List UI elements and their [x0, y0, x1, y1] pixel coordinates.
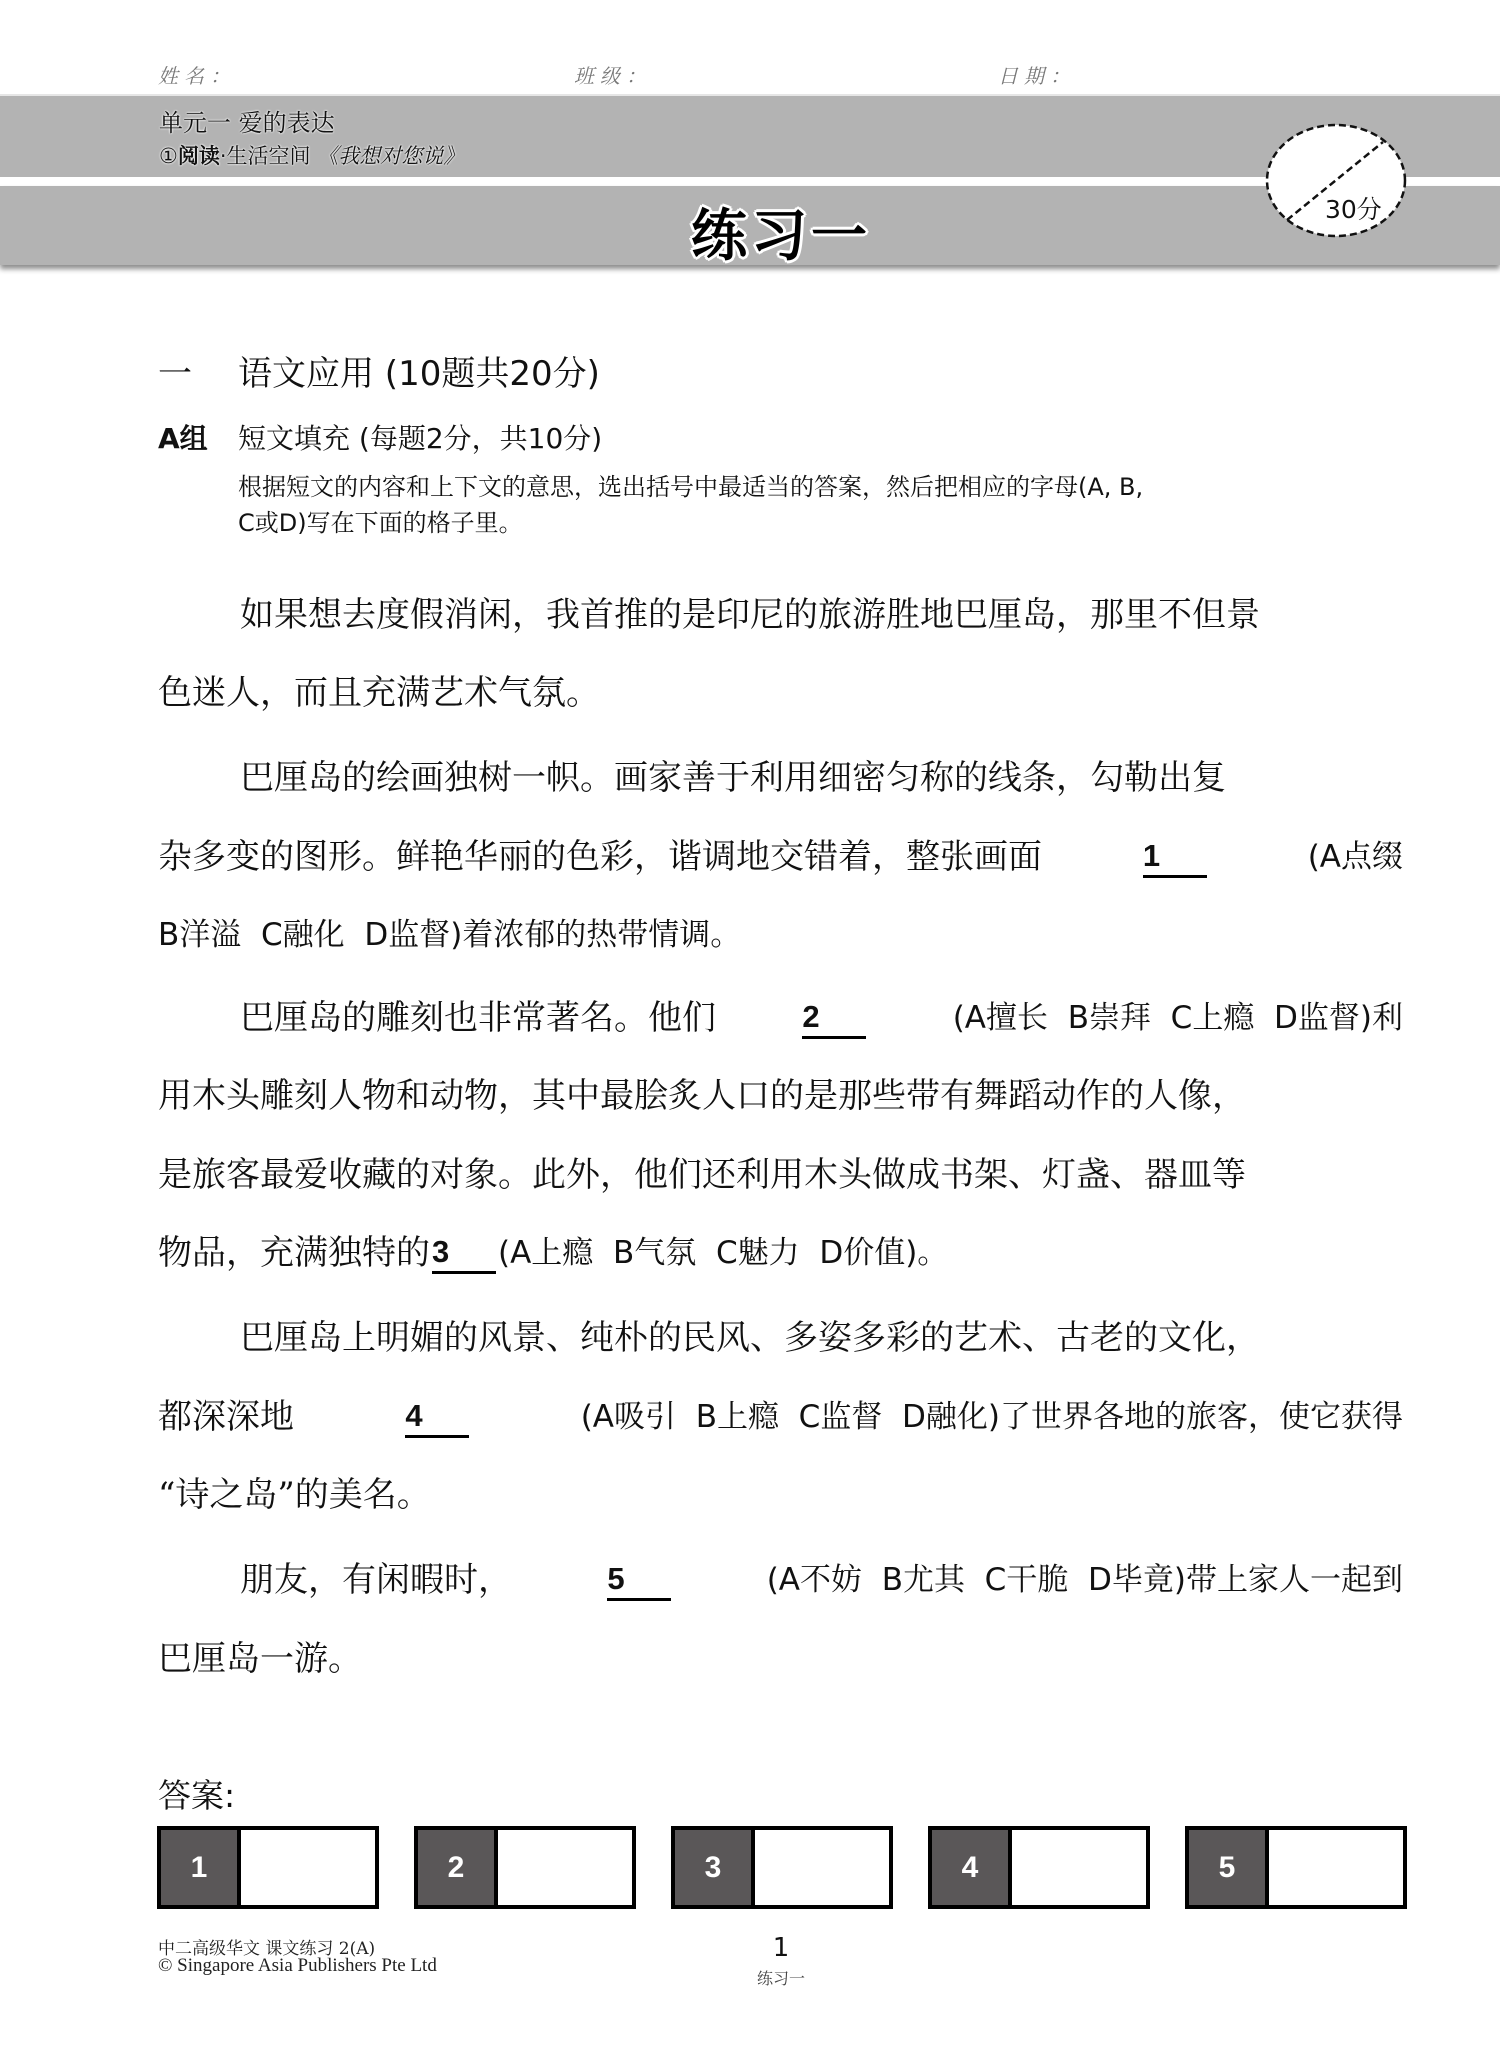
date-label: 日期：: [998, 64, 1076, 88]
passage-text: 朋友，有闲暇时，: [240, 1560, 512, 1600]
passage-line: [240, 1558, 1403, 1602]
answer-box-2: [414, 1826, 636, 1909]
instruction-line: 根据短文的内容和上下文的意思，选出括号中最适当的答案，然后把相应的字母(A, B,: [238, 473, 1144, 501]
lesson-title: 《我想对您说》: [317, 144, 465, 168]
passage-line: [240, 996, 1403, 1040]
answer-number: 1: [161, 1830, 241, 1905]
passage-text: 色迷人，而且充满艺术气氛。: [158, 673, 600, 713]
options-text: B洋溢 C融化 D监督)着浓郁的热带情调。: [158, 917, 742, 953]
options-text: (A点缀: [1307, 839, 1403, 875]
passage-text: 都深深地: [158, 1397, 294, 1437]
answers-label: 答案:: [158, 1776, 236, 1815]
section-title: 语文应用 (10题共20分): [238, 354, 600, 394]
passage-text: 物品，充满独特的: [158, 1233, 430, 1273]
options-text: (A擅长 B崇拜 C上瘾 D监督)利: [952, 1000, 1403, 1036]
answer-input-5[interactable]: [1269, 1830, 1403, 1905]
blank-4[interactable]: 4: [405, 1397, 469, 1438]
book-title: 中二高级华文 课文练习 2(A): [158, 1939, 376, 1959]
answer-input-1[interactable]: [241, 1830, 375, 1905]
group-label-text: A组: [158, 422, 208, 455]
unit-title: 单元一 爱的表达: [159, 109, 335, 137]
passage-line: [240, 756, 1403, 800]
blank-5[interactable]: 5: [607, 1560, 671, 1601]
passage-text: 用木头雕刻人物和动物，其中最脍炙人口的是那些带有舞蹈动作的人像，: [158, 1076, 1246, 1116]
passage-line: [158, 835, 1403, 879]
passage-text: “诗之岛”的美名。: [158, 1475, 431, 1515]
page-number: 1: [772, 1933, 790, 1963]
instruction-line: C或D)写在下面的格子里。: [238, 509, 523, 537]
passage-line: [240, 593, 1403, 637]
passage-text: 杂多变的图形。鲜艳华丽的色彩，谐调地交错着，整张画面: [158, 837, 1042, 877]
passage-text: 巴厘岛一游。: [158, 1639, 362, 1679]
group-title: 短文填充 (每题2分，共10分): [238, 422, 603, 455]
passage-line: [158, 1074, 1403, 1118]
section-number: 一: [158, 354, 192, 394]
passage-line: [158, 1231, 1403, 1275]
page-label: 练习一: [756, 1969, 805, 1988]
options-text: (A上瘾 B气氛 C魅力 D价值)。: [498, 1235, 949, 1271]
answer-number: 5: [1189, 1830, 1269, 1905]
answer-number: 3: [675, 1830, 755, 1905]
passage-line: [158, 1153, 1403, 1197]
class-label: 班级：: [574, 64, 652, 88]
unit-subtitle: [159, 140, 464, 170]
passage-text: 如果想去度假消闲，我首推的是印尼的旅游胜地巴厘岛，那里不但景: [240, 595, 1260, 635]
blank-3[interactable]: 3: [432, 1233, 496, 1274]
answer-input-3[interactable]: [755, 1830, 889, 1905]
passage-text: 巴厘岛上明媚的风景、纯朴的民风、多姿多彩的艺术、古老的文化，: [240, 1318, 1260, 1358]
passage-text: 是旅客最爱收藏的对象。此外，他们还利用木头做成书架、灯盏、器皿等: [158, 1155, 1246, 1195]
answer-number: 2: [418, 1830, 498, 1905]
separator-dot: ·: [219, 144, 227, 168]
section-label: 生活空间: [226, 144, 311, 168]
copyright: © Singapore Asia Publishers Pte Ltd: [158, 1955, 437, 1976]
passage-line: [158, 913, 1403, 957]
passage-line: [240, 1316, 1403, 1360]
answer-input-2[interactable]: [498, 1830, 632, 1905]
passage-text: 巴厘岛的雕刻也非常著名。他们: [240, 998, 716, 1038]
total-score: 30分: [1325, 195, 1382, 224]
answer-box-1: [157, 1826, 379, 1909]
passage-text: 巴厘岛的绘画独树一帜。画家善于利用细密匀称的线条，勾勒出复: [240, 758, 1226, 798]
passage-line: [158, 1637, 1403, 1681]
passage-line: [158, 1473, 1403, 1517]
answer-box-3: [671, 1826, 893, 1909]
options-text: (A不妨 B尤其 C干脆 D毕竟)带上家人一起到: [766, 1562, 1403, 1598]
exercise-title: 练习一: [691, 204, 871, 269]
options-text: (A吸引 B上瘾 C监督 D融化)了世界各地的旅客，使它获得: [580, 1399, 1403, 1435]
blank-2[interactable]: 2: [802, 998, 866, 1039]
blank-1[interactable]: 1: [1143, 837, 1207, 878]
answer-number: 4: [932, 1830, 1012, 1905]
answer-input-4[interactable]: [1012, 1830, 1146, 1905]
name-label: 姓名：: [158, 64, 236, 88]
passage-line: [158, 671, 1403, 715]
answer-box-5: [1185, 1826, 1407, 1909]
group-label: [158, 417, 208, 457]
reading-label: 阅读: [177, 144, 220, 168]
answer-box-4: [928, 1826, 1150, 1909]
passage-line: [158, 1395, 1403, 1439]
circled-number: ①: [159, 144, 178, 168]
